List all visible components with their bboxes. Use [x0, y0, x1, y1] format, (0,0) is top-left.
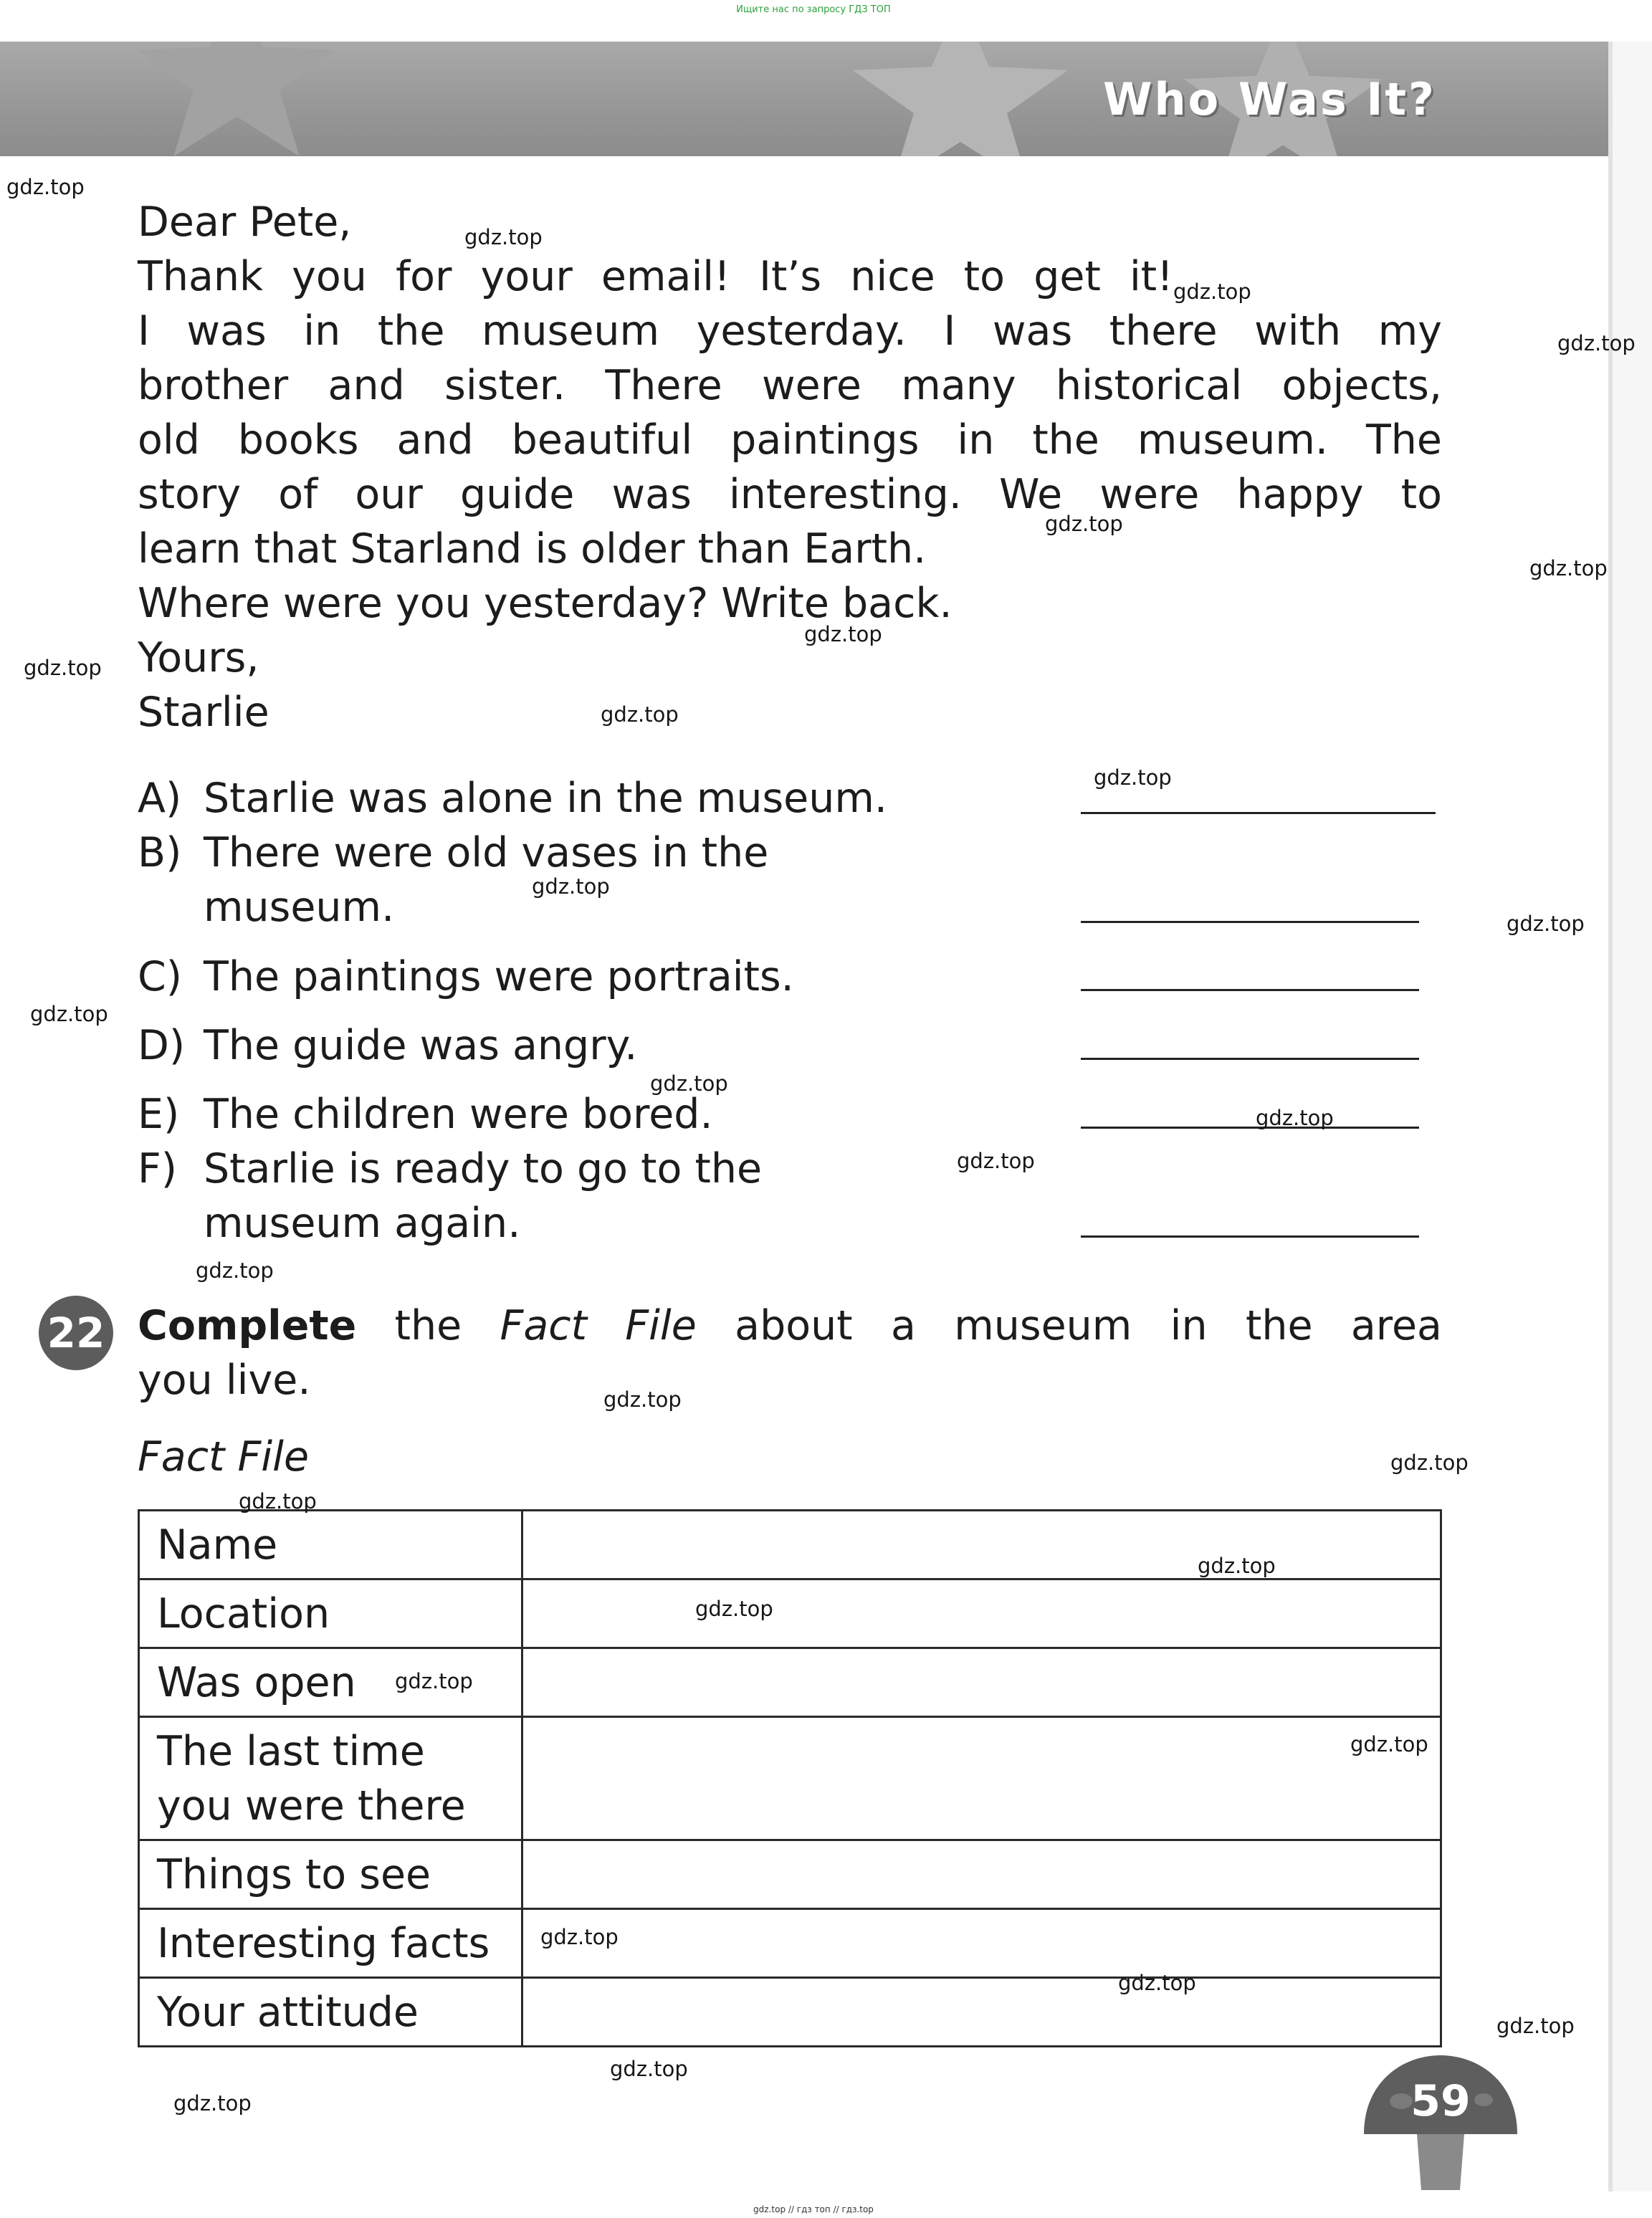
- statement-f: [138, 1142, 962, 1251]
- answer-line-f[interactable]: [1081, 1235, 1419, 1238]
- answer-line-b[interactable]: [1081, 921, 1419, 923]
- instruction-line-2: you live.: [138, 1357, 311, 1404]
- watermark: gdz.top: [1256, 1106, 1334, 1130]
- statement-label: E): [138, 1091, 180, 1138]
- table-row: [139, 1648, 1441, 1717]
- row-label: Was open: [139, 1648, 522, 1717]
- row-answer-cell[interactable]: [522, 1648, 1441, 1717]
- row-label: Name: [139, 1511, 522, 1579]
- watermark: gdz.top: [1557, 331, 1636, 355]
- statement-label: C): [138, 953, 183, 1000]
- statement-text-continued: museum again.: [204, 1200, 521, 1247]
- page-number-badge: [1358, 2050, 1523, 2193]
- table-row: [139, 1978, 1441, 2047]
- statement-text: There were old vases in the: [204, 829, 769, 876]
- statement-text: Starlie was alone in the museum.: [204, 775, 887, 822]
- page-shade: [1613, 42, 1652, 2191]
- watermark: gdz.top: [1496, 2014, 1575, 2038]
- watermark: gdz.top: [532, 874, 610, 899]
- row-answer-cell[interactable]: [522, 1717, 1441, 1840]
- watermark: gdz.top: [1350, 1732, 1428, 1756]
- row-label: Things to see: [139, 1840, 522, 1909]
- watermark: gdz.top: [1173, 279, 1251, 304]
- watermark: gdz.top: [650, 1071, 728, 1096]
- statement-label: B): [138, 829, 182, 876]
- statement-e: [138, 1087, 713, 1142]
- row-answer-cell[interactable]: [522, 1978, 1441, 2047]
- letter-line: Where were you yesterday? Write back.: [138, 580, 952, 627]
- statement-a: [138, 771, 887, 826]
- table-row: [139, 1579, 1441, 1648]
- letter-line: Yours,: [138, 634, 259, 682]
- watermark: gdz.top: [24, 656, 102, 680]
- answer-line-a[interactable]: [1081, 812, 1436, 814]
- header-banner: [0, 42, 1608, 156]
- watermark: gdz.top: [464, 225, 543, 249]
- letter-line: learn that Starland is older than Earth.: [138, 525, 927, 573]
- letter-line: brother and sister. There were many historical objects,: [138, 362, 1442, 409]
- instruction-italic: Fact File: [500, 1302, 697, 1349]
- star-decoration-icon: [129, 42, 344, 156]
- statement-d: [138, 1018, 637, 1073]
- row-answer-cell[interactable]: [522, 1909, 1441, 1978]
- watermark: gdz.top: [804, 622, 882, 646]
- exercise-instruction: [138, 1299, 1442, 1407]
- answer-line-e[interactable]: [1081, 1127, 1419, 1129]
- statement-b: [138, 826, 854, 934]
- watermark: gdz.top: [6, 175, 85, 199]
- watermark: gdz.top: [1198, 1554, 1276, 1578]
- watermark: gdz.top: [173, 2091, 252, 2116]
- row-label: Interesting facts: [139, 1909, 522, 1978]
- watermark: gdz.top: [395, 1669, 473, 1693]
- watermark: gdz.top: [695, 1597, 773, 1621]
- watermark: gdz.top: [1118, 1971, 1196, 1995]
- fact-file-table: [138, 1509, 1442, 2047]
- letter-line: story of our guide was interesting. We were happy to: [138, 471, 1442, 518]
- statement-label: F): [138, 1145, 178, 1192]
- row-label: Location: [139, 1579, 522, 1648]
- row-answer-cell[interactable]: [522, 1579, 1441, 1648]
- row-label: Your attitude: [139, 1978, 522, 2047]
- table-row: [139, 1909, 1441, 1978]
- top-search-note: Ищите нас по запросу ГДЗ ТОП: [736, 4, 891, 15]
- watermark: gdz.top: [30, 1002, 108, 1026]
- watermark: gdz.top: [957, 1149, 1035, 1173]
- instruction-line: [138, 1299, 1442, 1353]
- page-number: 59: [1410, 2076, 1471, 2126]
- footer-note: gdz.top // гдз топ // гдз.top: [753, 2204, 874, 2214]
- letter-line: Thank you for your email! It’s nice to get it!: [138, 253, 1173, 300]
- star-decoration-icon: [846, 42, 1075, 156]
- row-answer-cell[interactable]: [522, 1840, 1441, 1909]
- statement-label: D): [138, 1022, 186, 1069]
- letter-line: Starlie: [138, 689, 269, 736]
- watermark: gdz.top: [1529, 556, 1608, 580]
- exercise-number-badge: 22: [39, 1296, 113, 1370]
- watermark: gdz.top: [540, 1925, 619, 1949]
- watermark: gdz.top: [239, 1489, 317, 1514]
- watermark: gdz.top: [610, 2057, 688, 2081]
- watermark: gdz.top: [601, 702, 679, 727]
- statement-c: [138, 950, 794, 1004]
- row-answer-cell[interactable]: [522, 1511, 1441, 1579]
- watermark: gdz.top: [1390, 1450, 1469, 1475]
- table-row: [139, 1717, 1441, 1840]
- statement-text-continued: museum.: [204, 884, 395, 931]
- statement-text: Starlie is ready to go to the: [204, 1145, 763, 1192]
- watermark: gdz.top: [196, 1258, 274, 1283]
- watermark: gdz.top: [1507, 912, 1585, 936]
- letter-line: Dear Pete,: [138, 199, 352, 246]
- statement-label: A): [138, 775, 182, 822]
- banner-title: Who Was It?: [1103, 73, 1436, 125]
- instruction-text: the: [356, 1302, 500, 1349]
- instruction-verb: Complete: [138, 1302, 357, 1349]
- fact-file-title: Fact File: [138, 1433, 310, 1481]
- watermark: gdz.top: [603, 1387, 682, 1412]
- answer-line-d[interactable]: [1081, 1058, 1419, 1060]
- statement-text: The paintings were portraits.: [204, 953, 794, 1000]
- watermark: gdz.top: [1045, 512, 1123, 536]
- answer-line-c[interactable]: [1081, 989, 1419, 991]
- letter-text: [138, 195, 1442, 740]
- watermark: gdz.top: [1094, 765, 1172, 790]
- statement-text: The children were bored.: [204, 1091, 713, 1138]
- statement-text: The guide was angry.: [204, 1022, 638, 1069]
- instruction-text: about a museum in the area: [696, 1302, 1442, 1349]
- letter-line: I was in the museum yesterday. I was there with my: [138, 307, 1442, 355]
- row-label: The last time you were there: [139, 1717, 522, 1840]
- table-row: [139, 1840, 1441, 1909]
- letter-line: old books and beautiful paintings in the museum. The: [138, 416, 1442, 464]
